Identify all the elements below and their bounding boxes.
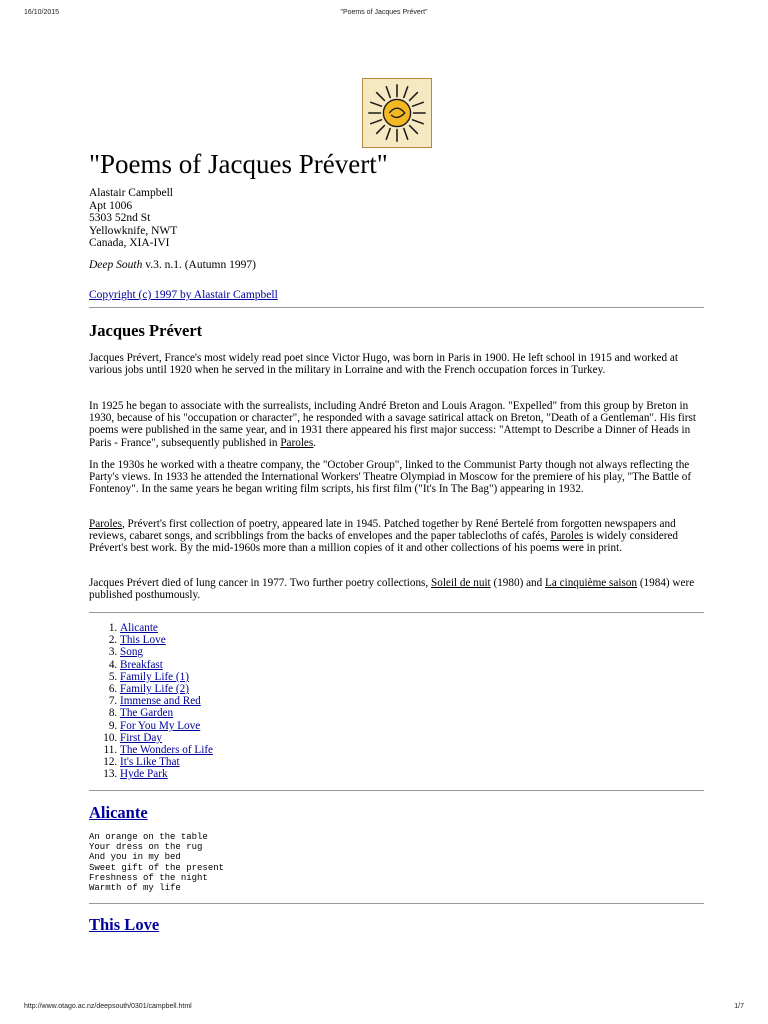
- print-url: http://www.otago.ac.nz/deepsouth/0301/campbell.html: [24, 1003, 192, 1010]
- author-address: [89, 187, 177, 250]
- toc-link-this-love[interactable]: This Love: [120, 634, 166, 647]
- poem-title-this-love: [89, 915, 159, 935]
- divider: [89, 903, 704, 904]
- bio-paragraph-4: [89, 518, 704, 555]
- toc-item: [120, 634, 213, 646]
- toc-link-wonders-of-life[interactable]: The Wonders of Life: [120, 744, 214, 757]
- toc-link-breakfast[interactable]: Breakfast: [120, 658, 163, 671]
- toc-item: [120, 720, 213, 732]
- bio-paragraph-2: [89, 400, 704, 449]
- poem-line: Your dress on the rug: [89, 842, 203, 853]
- poem-alicante: [89, 832, 224, 893]
- citation: [89, 259, 256, 271]
- copyright-link[interactable]: Copyright (c) 1997 by Alastair Campbell: [89, 289, 278, 301]
- print-date: 16/10/2015: [24, 9, 60, 16]
- bio-text: (1984) were published posthumously.: [89, 577, 695, 602]
- toc-link-song[interactable]: Song: [120, 646, 144, 659]
- toc-item: [120, 683, 213, 695]
- bio-text: , Prévert's first collection of poetry, appeared late in 1945. Patched together by René Bertelé from forgotten newspapers and reviews, cabaret songs, and scribblings from the backs of envelopes and the paper tablecloths of cafés,: [89, 518, 676, 543]
- toc-item: [120, 695, 213, 707]
- paroles-link[interactable]: Paroles: [280, 436, 314, 449]
- toc-item: [120, 768, 213, 780]
- bio-text: (1980) and: [490, 577, 546, 589]
- poem-line: Sweet gift of the present: [89, 862, 225, 873]
- cinquieme-link[interactable]: La cinquième saison: [545, 577, 638, 589]
- toc-item: [120, 646, 213, 658]
- toc-item: [120, 671, 213, 683]
- toc-link-immense-and-red[interactable]: Immense and Red: [120, 695, 201, 708]
- paroles-link[interactable]: Paroles: [550, 530, 584, 543]
- toc-link-hyde-park[interactable]: Hyde Park: [120, 768, 168, 781]
- bio-paragraph-1: Jacques Prévert, France's most widely read poet since Victor Hugo, was born in Paris in 1900. He left school in 1915 and worked at various jobs until 1920 when he served in the military in Lorraine and with the French occupation forces in Turkey.: [89, 352, 678, 377]
- bio-text: Jacques Prévert died of lung cancer in 1977. Two further poetry collections,: [89, 577, 431, 589]
- address-line: Canada, XIA-IVI: [89, 237, 170, 249]
- toc-link-the-garden[interactable]: The Garden: [120, 707, 174, 720]
- poem-line: And you in my bed: [89, 852, 181, 863]
- print-footer: [24, 1003, 744, 1013]
- poem-line: Warmth of my life: [89, 883, 181, 894]
- document-content: [89, 78, 704, 934]
- toc-link-for-you-my-love[interactable]: For You My Love: [120, 719, 201, 732]
- bio-text: is widely considered Prévert's best work. By the mid-1960s more than a million copies of it and other collections of his poems were in print.: [89, 530, 679, 555]
- print-page-number: 1/7: [734, 1003, 744, 1010]
- bio-text: .: [313, 436, 317, 449]
- divider: [89, 612, 704, 613]
- bio-text: In 1925 he began to associate with the surrealists, including André Breton and Louis Aragon. "Expelled" from this group by Breton in 1930, because of his "occupation or character", he responded with a savage satirical attack on Breton, "Death of a Gentleman". His first poems were published in the same year, and in 1931 there appeared his first major success: "Attempt to Describe a Dinner of Heads in Paris - France", subsequently published in: [89, 400, 696, 449]
- address-line: 5303 52nd St: [89, 212, 151, 224]
- toc-link-family-life-1[interactable]: Family Life (1): [120, 670, 189, 683]
- journal-issue: v.3. n.1. (Autumn 1997): [142, 259, 256, 271]
- poem-title-alicante: [89, 803, 148, 823]
- toc-link-its-like-that[interactable]: It's Like That: [120, 756, 180, 769]
- toc-item: [120, 659, 213, 671]
- bio-paragraph-5: [89, 577, 704, 601]
- print-title: "Poems of Jacques Prévert": [340, 9, 428, 16]
- poem-line: An orange on the table: [89, 832, 208, 842]
- soleil-link[interactable]: Soleil de nuit: [431, 577, 491, 589]
- address-line: Alastair Campbell: [89, 187, 173, 199]
- poem-index: [89, 622, 213, 781]
- bio-paragraph-3: In the 1930s he worked with a theatre company, the "October Group", linked to the Communist Party though not always reflecting the Party's views. In 1933 he attended the International Workers' Theatre Olympiad in Moscow for the premiere of his play, "The Battle of Fontenoy". In the same years he began writing film scripts, his first film ("It's In The Bag") appearing in 1932.: [89, 459, 692, 496]
- toc-item: [120, 622, 213, 634]
- poem-anchor-alicante[interactable]: Alicante: [89, 803, 148, 822]
- divider: [89, 307, 704, 308]
- poem-anchor-this-love[interactable]: This Love: [89, 915, 160, 934]
- toc-item: [120, 756, 213, 768]
- toc-item: [120, 744, 213, 756]
- sun-logo-icon: [362, 78, 432, 148]
- poem-line: Freshness of the night: [89, 872, 208, 883]
- address-line: Apt 1006: [89, 199, 133, 212]
- print-header: [24, 9, 744, 19]
- divider: [89, 790, 704, 791]
- bio-heading: Jacques Prévert: [89, 321, 203, 340]
- toc-item: [120, 707, 213, 719]
- journal-name: Deep South: [89, 259, 143, 271]
- toc-link-family-life-2[interactable]: Family Life (2): [120, 683, 189, 696]
- page-title: "Poems of Jacques Prévert": [89, 149, 388, 179]
- toc-link-first-day[interactable]: First Day: [120, 731, 162, 744]
- address-line: Yellowknife, NWT: [89, 224, 178, 237]
- copyright-row: [89, 289, 278, 301]
- toc-link-alicante[interactable]: Alicante: [120, 622, 158, 634]
- paroles-link[interactable]: Paroles: [89, 518, 122, 530]
- toc-item: [120, 732, 213, 744]
